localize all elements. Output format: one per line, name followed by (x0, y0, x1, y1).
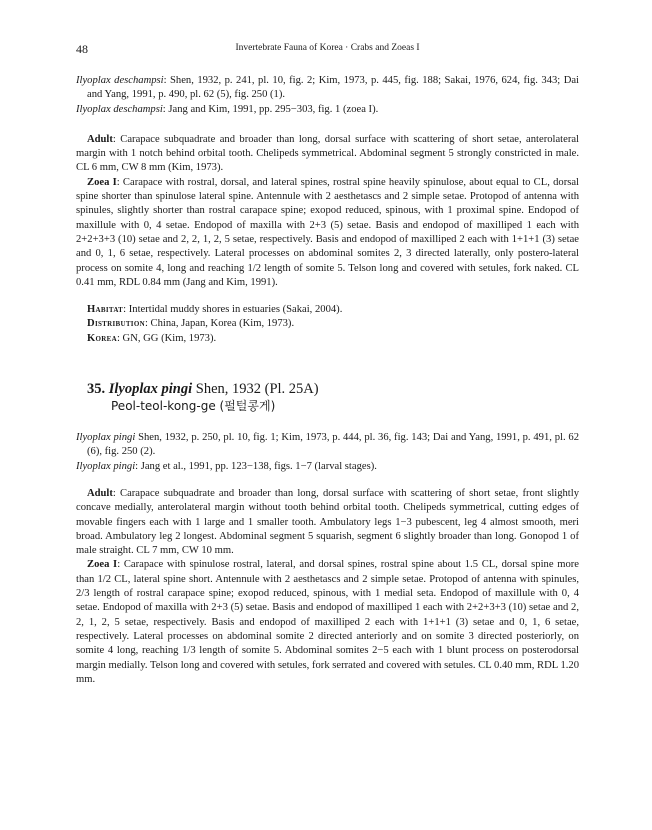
habitat-line (76, 303, 579, 317)
zoea-text: : Carapace with rostral, dorsal, and lateral spines, rostral spine heavily spinulose, about equal to CL, dorsal spine shorter than spinulose lateral spine. Antennule with 2 aesthetascs and 2 simple setae. Protopod of antenna with spinules, slightly shorter than rostral carapace spine; exopod reduced, spinous, with 1 proximal spine. Endopod of maxillule with 0, 4 setae. Endopod of maxilla with 2+3 (5) setae. Basis and endopod of maxilliped 1 each with 2+2+3+3 (10) setae and 2, 2, 1, 2, 5 setae, respectively. Basis and endopod of maxilliped 2 each with 1+1+1 (3) setae and 0, 1, 6 setae, respectively. Lateral processes on abdominal somites 2, 3 directed laterally, only postero-lateral process on somite 4, long and reaching 1/2 length of somite 5. Telson long and covered with setules, fork naked. CL 0.41 mm, RDL 0.84 mm (Jang and Kim, 1991). (76, 176, 579, 288)
synonym-entry (76, 103, 579, 117)
zoea-description (76, 558, 579, 687)
synonym-citation: : Jang et al., 1991, pp. 123−138, figs. 1−7 (larval stages). (135, 460, 377, 472)
habitat-text: : Intertidal muddy shores in estuaries (Sakai, 2004). (123, 304, 343, 316)
synonym-name: Ilyoplax pingi (76, 460, 136, 472)
synonym-citation: Shen, 1932, p. 250, pl. 10, fig. 1; Kim, 1973, p. 444, pl. 36, fig. 143; Dai and Yang, 1991, p. 491, pl. 62 (6), fig. 250 (2). (87, 432, 579, 458)
page-header (76, 40, 579, 58)
running-head: Invertebrate Fauna of Korea · Crabs and Zoeas I (235, 43, 420, 53)
distribution-line (76, 317, 579, 331)
synonym-entry (76, 74, 579, 103)
species-name: Ilyoplax pingi (108, 381, 193, 398)
adult-description (76, 487, 579, 558)
zoea-text: : Carapace with spinulose rostral, lateral, and dorsal spines, rostral spine about 1.5 CL, dorsal spine more than 1/2 CL, lateral spine short. Antennule with 2 aesthetascs and 2 simple setae. Protopod of antenna with spinules, 2/3 length of rostral carapace spine; exopod reduced, spinous, with 1 medial seta. Endopod of maxillule with 0, 4 setae. Endopod of maxilla with 2+3 (5) setae. Basis and endopod of maxilliped 1 each with 2+2+3+3 (10) setae and 2, 2, 1, 2, 5 setae, respectively. Basis and endopod of maxilliped 2 each with 1+1+1 (3) setae and 0, 1, 6 setae, respectively. Lateral processes on abdominal somite 2 directed anteriorly and on somite 3 directed posteriorly, on somite 4 long, reaching 1/3 length of somite 5. Abdominal somites 2−5 each with 1 blunt process on posterodorsal margin medially. Telson long and covered with setules, fork serrated and covered with setules. CL 0.40 mm, RDL 1.20 mm. (76, 559, 580, 685)
synonym-name: Ilyoplax deschampsi (76, 103, 163, 115)
adult-description (76, 133, 579, 176)
document-page (76, 40, 579, 687)
synonym-name: Ilyoplax deschampsi (76, 75, 164, 86)
species-heading (87, 380, 579, 398)
adult-text: : Carapace subquadrate and broader than long, dorsal surface with scattering of short setae, front slightly concave medially, anterolateral margin without tooth behind orbital tooth. Chelipeds symmetrical, cutting edges of movable fingers each with 1 large and 1 smaller tooth. Ambulatory legs 1−3 pubescent, leg 4 almost smooth, meri broad. Ambulatory leg 2 longest. Abdominal segment 5 squarish, segment 6 slightly broader than long. Gonopod 1 of male straight. CL 7 mm, CW 10 mm. (76, 487, 579, 557)
page-number: 48 (76, 42, 88, 56)
synonym-name: Ilyoplax pingi (76, 432, 136, 444)
adult-text: : Carapace subquadrate and broader than long, dorsal surface with scattering of short setae, anterolateral margin with 1 notch behind orbital tooth. Chelipeds symmetrical. Abdominal segment 5 strongly constricted in male. CL 6 mm, CW 8 mm (Kim, 1973). (76, 133, 579, 174)
zoea-description (76, 176, 579, 290)
korea-label: Korea (87, 332, 117, 344)
zoea-label: Zoea I (87, 176, 117, 188)
korea-line (76, 332, 579, 346)
species-number: 35. (87, 381, 106, 398)
synonym-entry (76, 460, 579, 474)
synonym-citation: : Shen, 1932, p. 241, pl. 10, fig. 2; Kim, 1973, p. 445, fig. 188; Sakai, 1976, 624, fig. 343; Dai and Yang, 1991, p. 490, pl. 62 (5), fig. 250 (1). (87, 75, 579, 101)
adult-label: Adult (87, 487, 113, 499)
korean-common-name: Peol-teol-kong-ge (펄털콩게) (111, 399, 276, 414)
adult-label: Adult (87, 133, 113, 145)
distribution-label: Distribution (87, 318, 145, 330)
korea-text: : GN, GG (Kim, 1973). (116, 332, 217, 344)
species-authority: Shen, 1932 (Pl. 25A) (192, 381, 319, 398)
habitat-label: Habitat (87, 304, 124, 316)
distribution-text: : China, Japan, Korea (Kim, 1973). (144, 318, 295, 330)
synonym-entry (76, 431, 579, 460)
zoea-label: Zoea I (87, 559, 118, 571)
synonym-citation: : Jang and Kim, 1991, pp. 295−303, fig. 1 (zoea I). (162, 103, 379, 115)
